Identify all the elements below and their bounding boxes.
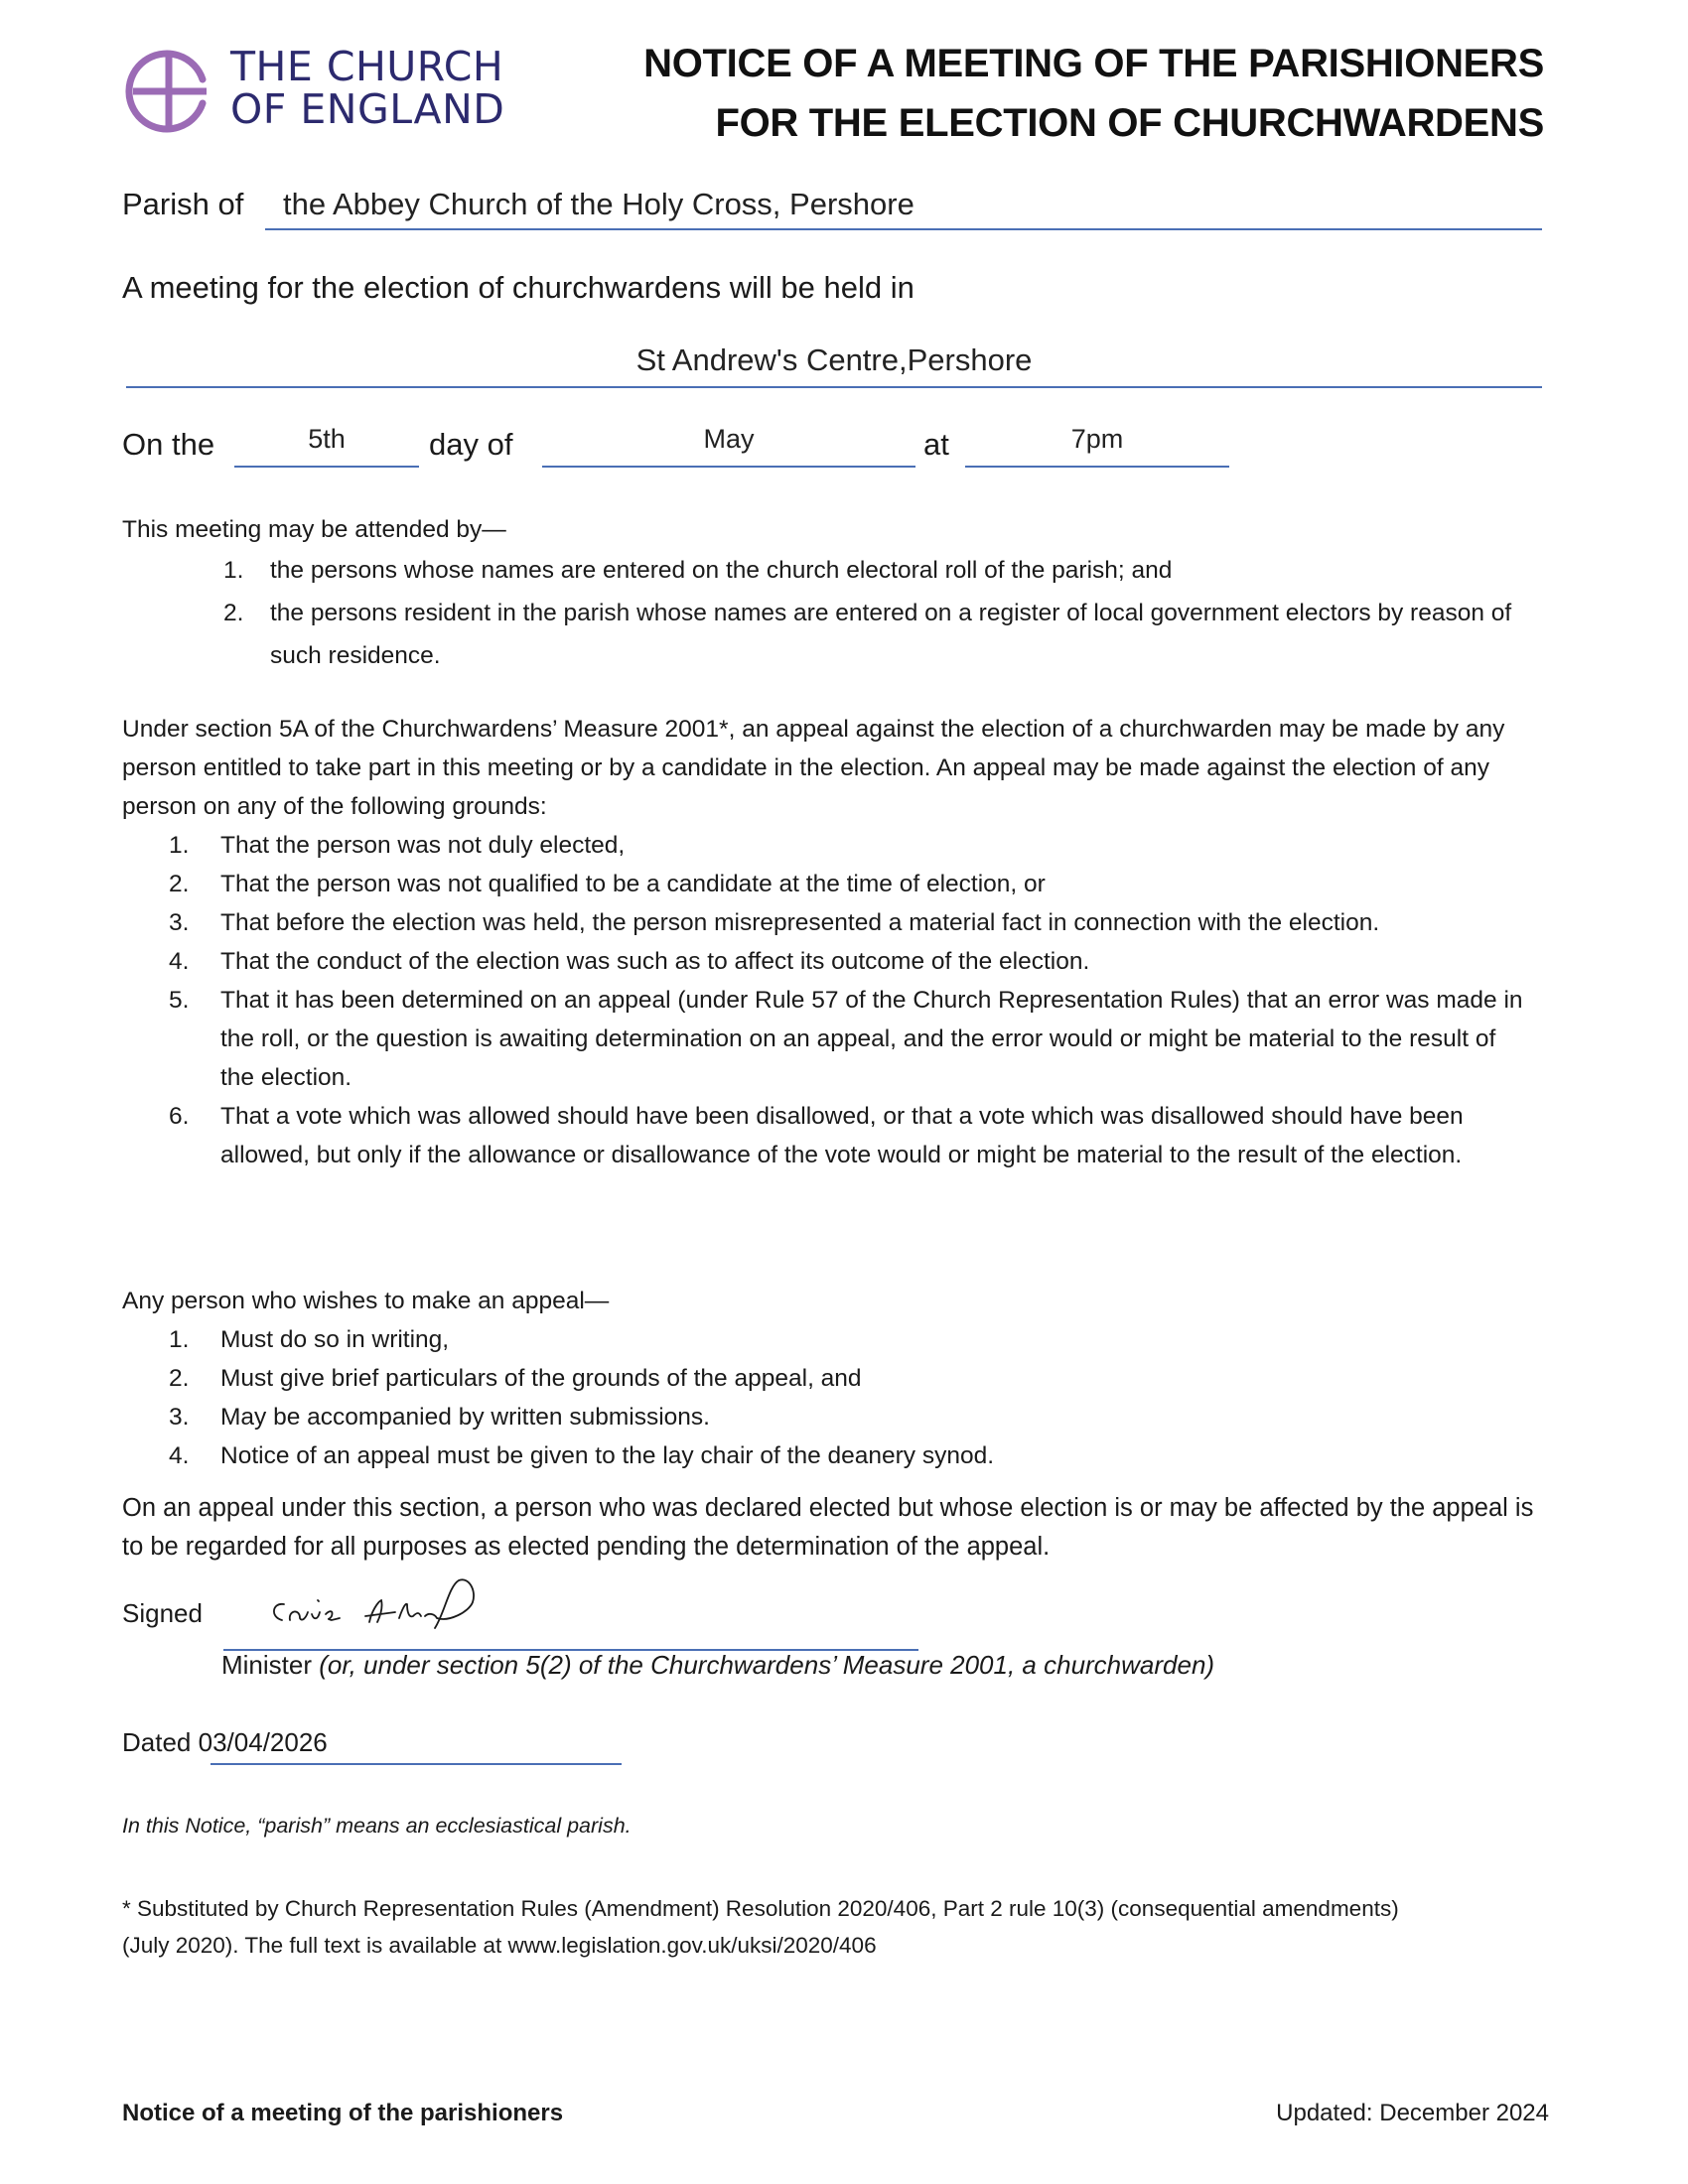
footnote: * Substituted by Church Representation Rules (Amendment) Resolution 2020/406, Part 2 rule 10(3) (consequential amendments) (July 2020). The full text is available at www.legislation.gov.uk/uksi/2020/406 — [122, 1896, 1399, 1958]
attendance-section — [122, 510, 1552, 677]
list-item: 2. the persons resident in the parish whose names are entered on a register of local government electors by reason of such residence. — [223, 600, 1512, 669]
signed-label: Signed — [122, 1598, 203, 1628]
list-item: 1. Must do so in writing, — [169, 1326, 450, 1353]
page-title — [643, 34, 1544, 153]
role-note: (or, under section 5(2) of the Churchwardens’ Measure 2001, a churchwarden) — [319, 1650, 1215, 1680]
footer-title: Notice of a meeting of the parishioners — [122, 2100, 564, 2126]
time-underline — [965, 466, 1229, 468]
meeting-intro: A meeting for the election of churchwardens will be held in — [122, 270, 914, 305]
footer-updated: Updated: December 2024 — [1276, 2100, 1549, 2126]
role-minister: Minister — [221, 1650, 313, 1680]
appeal-process-intro: Any person who wishes to make an appeal— — [122, 1288, 610, 1314]
title-line-1: NOTICE OF A MEETING OF THE PARISHIONERS — [643, 42, 1544, 85]
parish-definition: In this Notice, “parish” means an ecclesiastical parish. — [122, 1814, 632, 1838]
dated-label: Dated — [122, 1727, 192, 1757]
at-label: at — [923, 427, 949, 462]
appeal-grounds-section — [122, 710, 1552, 1174]
month-field[interactable]: May — [703, 424, 755, 454]
list-item: 6. That a vote which was allowed should have been disallowed, or that a vote which was disallowed should have been allowed, but only if the allowance or disallowance of the vote would or might be material to the result of the election. — [169, 1103, 1464, 1168]
parish-field[interactable]: the Abbey Church of the Holy Cross, Pershore — [283, 187, 914, 221]
logo-line-1: THE CHURCH — [230, 43, 504, 90]
attendance-list — [122, 549, 1552, 677]
on-the-label: On the — [122, 427, 215, 462]
appeal-process-list — [122, 1320, 1552, 1475]
appeal-process-section — [122, 1282, 1552, 1475]
day-of-label: day of — [429, 427, 513, 462]
list-item: 1. the persons whose names are entered on the church electoral roll of the parish; and — [223, 557, 1173, 584]
church-of-england-logo — [123, 43, 560, 137]
location-field[interactable]: St Andrew's Centre,Pershore — [635, 342, 1033, 377]
dated-row — [122, 1727, 328, 1758]
month-underline — [542, 466, 915, 468]
signature-field[interactable] — [260, 1572, 558, 1642]
list-item: 4. Notice of an appeal must be given to the lay chair of the deanery synod. — [169, 1442, 995, 1469]
list-item: 2. Must give brief particulars of the grounds of the appeal, and — [169, 1365, 862, 1392]
list-item: 1. That the person was not duly elected, — [169, 832, 626, 859]
list-item: 4. That the conduct of the election was such as to affect its outcome of the election. — [169, 948, 1090, 975]
title-line-2: FOR THE ELECTION OF CHURCHWARDENS — [715, 101, 1544, 145]
list-item: 3. That before the election was held, the person misrepresented a material fact in connection with the election. — [169, 909, 1380, 936]
dated-field[interactable]: 03/04/2026 — [198, 1727, 328, 1757]
logo-line-2: OF ENGLAND — [230, 85, 505, 133]
handwritten-signature-icon — [260, 1572, 558, 1642]
day-underline — [234, 466, 419, 468]
logo-wordmark — [230, 43, 505, 133]
dated-underline — [211, 1763, 622, 1765]
signatory-role — [221, 1650, 1214, 1681]
appeal-grounds-list — [122, 826, 1552, 1174]
cross-in-circle-icon — [123, 46, 214, 137]
list-item: 5. That it has been determined on an appeal (under Rule 57 of the Church Representation Rules) that an error was made in the roll, or the question is awaiting determination on an appeal, and the error would or might be material to the result of the election. — [169, 987, 1523, 1091]
time-field[interactable]: 7pm — [1070, 424, 1124, 454]
pending-determination-note: On an appeal under this section, a person who was declared elected but whose election is or may be affected by the appeal is to be regarded for all purposes as elected pending the determination of the appeal. — [122, 1494, 1534, 1561]
list-item: 3. May be accompanied by written submissions. — [169, 1404, 710, 1431]
appeal-grounds-intro: Under section 5A of the Churchwardens’ Measure 2001*, an appeal against the election of a churchwarden may be made by any person entitled to take part in this meeting or by a candidate in the election. An appeal may be made against the election of any person on any of the following grounds: — [122, 716, 1505, 820]
parish-label: Parish of — [122, 187, 244, 221]
parish-underline — [265, 228, 1542, 230]
list-item: 2. That the person was not qualified to be a candidate at the time of election, or — [169, 871, 1046, 897]
attendance-intro: This meeting may be attended by— — [122, 516, 506, 543]
day-field[interactable]: 5th — [308, 424, 346, 454]
location-underline — [126, 386, 1542, 388]
